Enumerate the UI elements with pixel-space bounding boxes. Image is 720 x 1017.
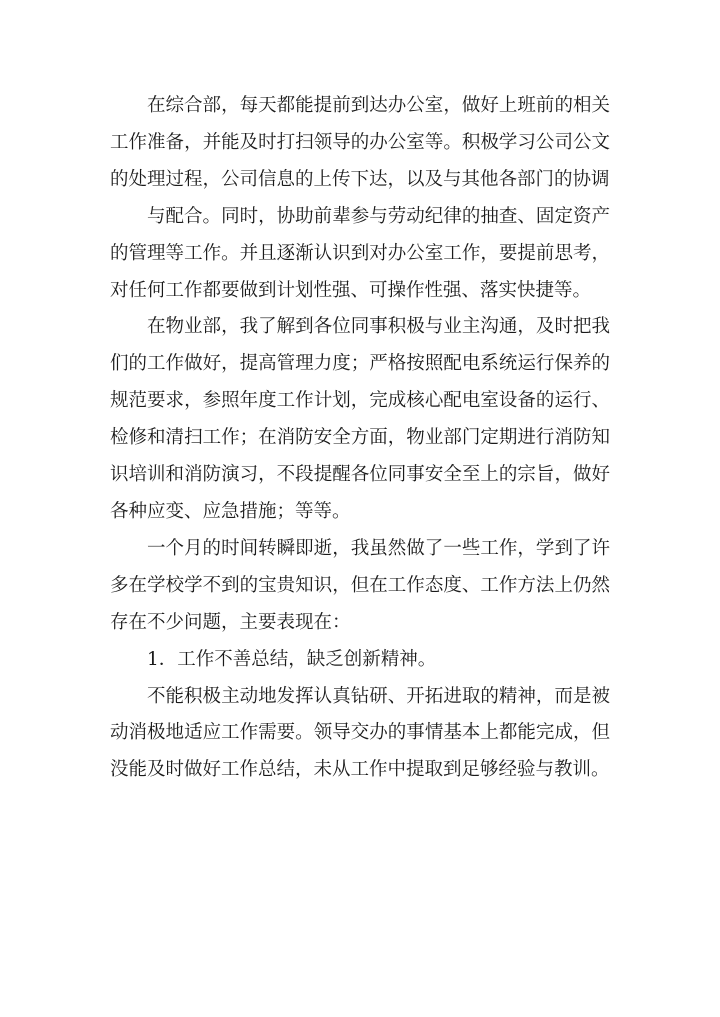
paragraph-general-dept: 在综合部，每天都能提前到达办公室，做好上班前的相关工作准备，并能及时打扫领导的办公室等。积极学习公司公文的处理过程，公司信息的上传下达，以及与其他各部门的协调 [110, 95, 610, 190]
paragraph-property-dept: 在物业部，我了解到各位同事积极与业主沟通，及时把我们的工作做好，提高管理力度；严格按照配电系统运行保养的规范要求，参照年度工作计划，完成核心配电室设备的运行、检修和清扫工作；在消防安全方面，物业部门定期进行消防知识培训和消防演习，不段提醒各位同事安全至上的宗旨，做好各种应变、应急措施；等等。 [110, 316, 610, 522]
paragraph-problem-1-detail: 不能积极主动地发挥认真钻研、开拓进取的精神，而是被动消极地适应工作需要。领导交办的事情基本上都能完成，但没能及时做好工作总结，未从工作中提取到足够经验与教训。 [110, 685, 610, 781]
paragraph-cooperation: 与配合。同时，协助前辈参与劳动纪律的抽查、固定资产的管理等工作。并且逐渐认识到对办公室工作，要提前思考，对任何工作都要做到计划性强、可操作性强、落实快捷等。 [110, 205, 610, 301]
paragraph-summary-intro: 一个月的时间转瞬即逝，我虽然做了一些工作，学到了许多在学校学不到的宝贵知识，但在工作态度、工作方法上仍然存在不少问题，主要表现在： [110, 537, 610, 633]
document-body [110, 88, 610, 789]
paragraph-problem-1-heading: 1．工作不善总结，缺乏创新精神。 [147, 648, 437, 670]
